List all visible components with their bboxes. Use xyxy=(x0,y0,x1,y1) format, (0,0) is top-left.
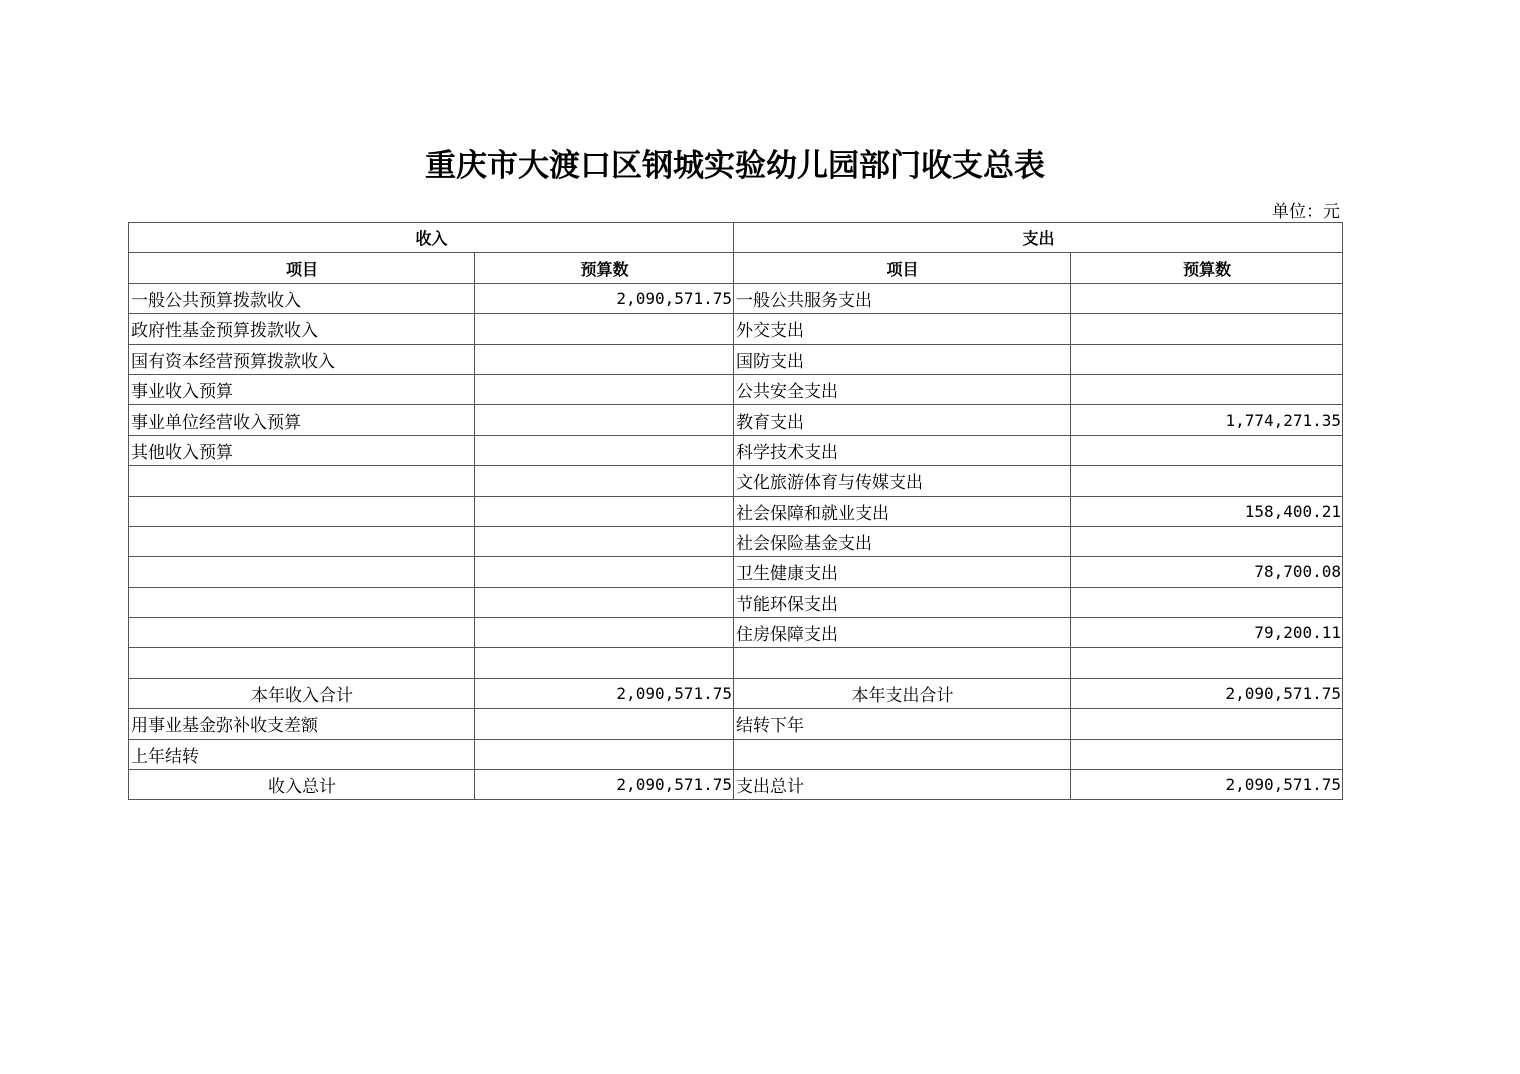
income-amount-cell xyxy=(475,496,734,526)
income-expense-table xyxy=(128,222,1343,800)
income-group-header: 收入 xyxy=(129,223,734,253)
expense-item-cell: 一般公共服务支出 xyxy=(734,283,1071,313)
income-item-cell xyxy=(129,466,475,496)
expense-amount-cell xyxy=(1071,739,1343,769)
expense-subtotal-amount: 2,090,571.75 xyxy=(1071,678,1343,708)
expense-total-label: 支出总计 xyxy=(734,770,1071,800)
income-item-cell: 一般公共预算拨款收入 xyxy=(129,283,475,313)
income-amount-cell xyxy=(475,618,734,648)
table-row xyxy=(129,344,1343,374)
table-row xyxy=(129,557,1343,587)
expense-group-header: 支出 xyxy=(734,223,1343,253)
expense-amount-cell: 1,774,271.35 xyxy=(1071,405,1343,435)
expense-amount-cell xyxy=(1071,466,1343,496)
expense-total-amount: 2,090,571.75 xyxy=(1071,770,1343,800)
table-row xyxy=(129,374,1343,404)
expense-item-cell: 节能环保支出 xyxy=(734,587,1071,617)
income-item-cell xyxy=(129,648,475,678)
table-row xyxy=(129,466,1343,496)
expense-amount-cell: 79,200.11 xyxy=(1071,618,1343,648)
income-amount-cell xyxy=(475,587,734,617)
income-amount-cell xyxy=(475,405,734,435)
expense-item-cell: 外交支出 xyxy=(734,314,1071,344)
income-amount-cell xyxy=(475,526,734,556)
expense-item-cell: 科学技术支出 xyxy=(734,435,1071,465)
unit-label: 单位：元 xyxy=(1272,202,1340,222)
table-row xyxy=(129,709,1343,739)
income-amount-cell xyxy=(475,739,734,769)
income-item-cell: 事业收入预算 xyxy=(129,374,475,404)
subtotal-row xyxy=(129,678,1343,708)
income-item-cell xyxy=(129,496,475,526)
expense-amount-cell xyxy=(1071,709,1343,739)
expense-item-cell: 社会保险基金支出 xyxy=(734,526,1071,556)
income-amount-cell xyxy=(475,435,734,465)
income-amount-cell xyxy=(475,709,734,739)
table-row xyxy=(129,618,1343,648)
expense-subtotal-label: 本年支出合计 xyxy=(734,678,1071,708)
income-subtotal-amount: 2,090,571.75 xyxy=(475,678,734,708)
grand-total-row xyxy=(129,770,1343,800)
page-title: 重庆市大渡口区钢城实验幼儿园部门收支总表 xyxy=(425,148,1045,184)
expense-amount-cell xyxy=(1071,283,1343,313)
income-item-cell: 事业单位经营收入预算 xyxy=(129,405,475,435)
expense-amount-cell xyxy=(1071,374,1343,404)
income-item-cell: 用事业基金弥补收支差额 xyxy=(129,709,475,739)
income-amount-cell xyxy=(475,314,734,344)
income-amount-cell xyxy=(475,374,734,404)
income-amount-cell xyxy=(475,648,734,678)
income-total-label: 收入总计 xyxy=(129,770,475,800)
expense-item-cell xyxy=(734,739,1071,769)
income-budget-header: 预算数 xyxy=(475,253,734,283)
income-subtotal-label: 本年收入合计 xyxy=(129,678,475,708)
table-row xyxy=(129,648,1343,678)
income-item-cell: 国有资本经营预算拨款收入 xyxy=(129,344,475,374)
expense-item-cell: 公共安全支出 xyxy=(734,374,1071,404)
expense-item-cell: 文化旅游体育与传媒支出 xyxy=(734,466,1071,496)
expense-amount-cell xyxy=(1071,587,1343,617)
income-item-header: 项目 xyxy=(129,253,475,283)
expense-item-header: 项目 xyxy=(734,253,1071,283)
expense-amount-cell: 158,400.21 xyxy=(1071,496,1343,526)
income-amount-cell xyxy=(475,344,734,374)
group-header-row xyxy=(129,223,1343,253)
expense-amount-cell: 78,700.08 xyxy=(1071,557,1343,587)
table-row xyxy=(129,405,1343,435)
expense-item-cell: 卫生健康支出 xyxy=(734,557,1071,587)
expense-item-cell: 国防支出 xyxy=(734,344,1071,374)
income-item-cell: 其他收入预算 xyxy=(129,435,475,465)
expense-amount-cell xyxy=(1071,344,1343,374)
expense-amount-cell xyxy=(1071,435,1343,465)
table-row xyxy=(129,283,1343,313)
expense-amount-cell xyxy=(1071,526,1343,556)
income-item-cell: 上年结转 xyxy=(129,739,475,769)
table-row xyxy=(129,435,1343,465)
income-item-cell xyxy=(129,618,475,648)
expense-item-cell: 社会保障和就业支出 xyxy=(734,496,1071,526)
expense-item-cell xyxy=(734,648,1071,678)
income-item-cell xyxy=(129,587,475,617)
table-row xyxy=(129,314,1343,344)
income-item-cell: 政府性基金预算拨款收入 xyxy=(129,314,475,344)
table-row xyxy=(129,496,1343,526)
expense-item-cell: 住房保障支出 xyxy=(734,618,1071,648)
table-row xyxy=(129,739,1343,769)
income-amount-cell: 2,090,571.75 xyxy=(475,283,734,313)
expense-budget-header: 预算数 xyxy=(1071,253,1343,283)
income-amount-cell xyxy=(475,557,734,587)
income-amount-cell xyxy=(475,466,734,496)
expense-amount-cell xyxy=(1071,648,1343,678)
expense-amount-cell xyxy=(1071,314,1343,344)
table-row xyxy=(129,526,1343,556)
column-header-row xyxy=(129,253,1343,283)
income-total-amount: 2,090,571.75 xyxy=(475,770,734,800)
income-item-cell xyxy=(129,557,475,587)
expense-item-cell: 教育支出 xyxy=(734,405,1071,435)
income-item-cell xyxy=(129,526,475,556)
table-row xyxy=(129,587,1343,617)
expense-item-cell: 结转下年 xyxy=(734,709,1071,739)
